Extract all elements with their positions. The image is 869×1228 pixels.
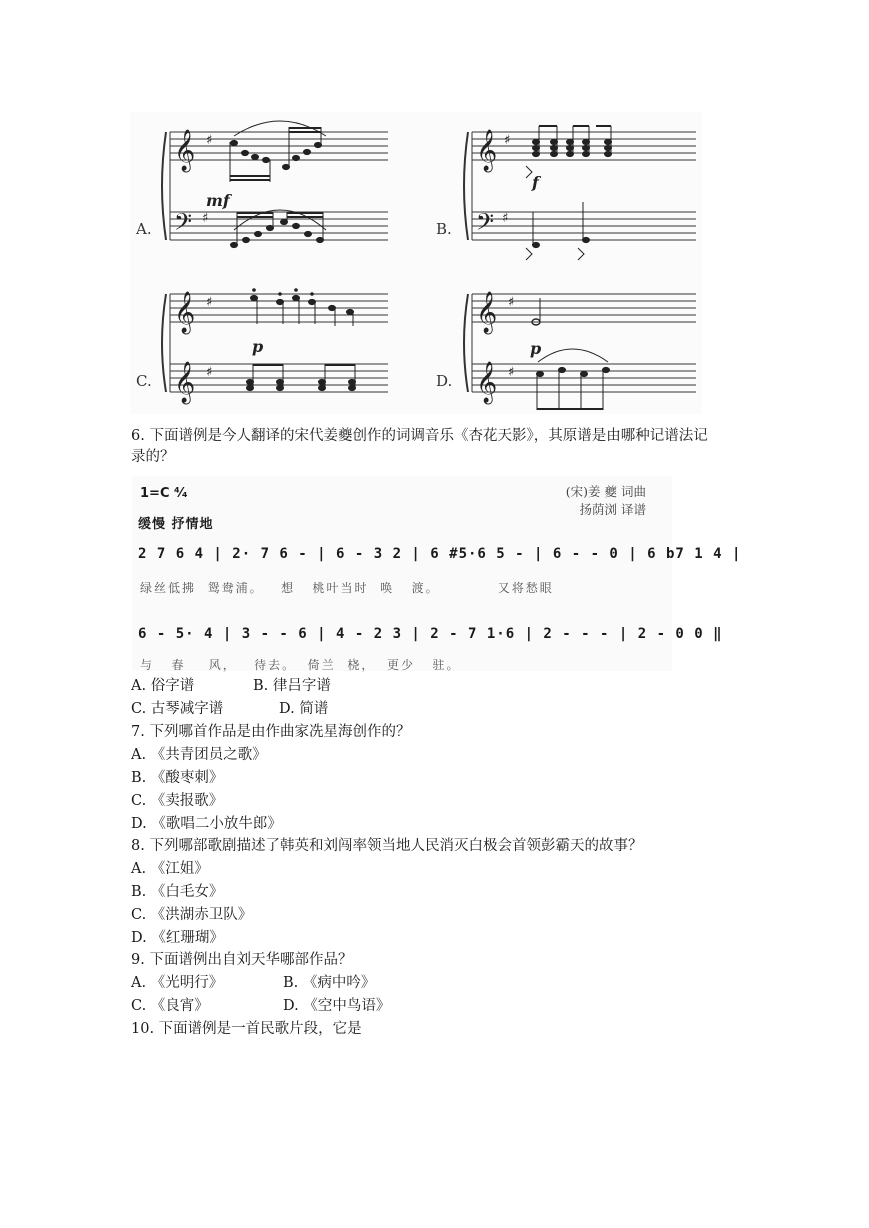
q6-option-c[interactable]: C. 古琴减字谱 bbox=[131, 701, 224, 717]
q8-option-c[interactable]: C. 《洪湖赤卫队》 bbox=[131, 907, 253, 923]
option-a-label: A. bbox=[136, 220, 152, 238]
svg-text:𝄞: 𝄞 bbox=[476, 362, 498, 403]
svg-text:♯: ♯ bbox=[504, 133, 511, 148]
dynamic-d: p bbox=[530, 339, 542, 358]
option-b-label: B. bbox=[436, 220, 452, 238]
q9-option-b[interactable]: B. 《病中吟》 bbox=[283, 975, 376, 991]
question-6-options-row1 bbox=[131, 676, 331, 696]
svg-text:𝄢: 𝄢 bbox=[476, 208, 495, 241]
svg-text:𝄞: 𝄞 bbox=[174, 362, 196, 403]
dynamic-b: f bbox=[532, 173, 539, 192]
svg-text:𝄞: 𝄞 bbox=[476, 130, 498, 171]
option-c-label: C. bbox=[136, 372, 152, 390]
question-6-options-row2 bbox=[131, 699, 328, 719]
svg-text:𝄢: 𝄢 bbox=[174, 208, 193, 241]
svg-text:𝄞: 𝄞 bbox=[174, 130, 196, 171]
svg-text:♯: ♯ bbox=[206, 295, 213, 310]
svg-text:♯: ♯ bbox=[508, 295, 515, 310]
dynamic-c: p bbox=[252, 337, 264, 356]
q7-option-b[interactable]: B. 《酸枣刺》 bbox=[131, 770, 224, 786]
question-9-text: 9. 下面谱例出自刘天华哪部作品？ bbox=[131, 952, 353, 968]
staff-a-treble bbox=[170, 132, 388, 160]
jianpu-score bbox=[132, 476, 742, 672]
jianpu-lyrics-row2: 与 春 风， 待去。 倚兰 桡， 更少 驻。 bbox=[140, 658, 461, 672]
staff-d-treble bbox=[472, 294, 696, 322]
q8-option-a[interactable]: A. 《江姐》 bbox=[131, 861, 209, 877]
question-9-options-row1 bbox=[131, 973, 375, 993]
jianpu-key: 1=C ⁴⁄₄ bbox=[140, 486, 188, 501]
q6-option-d[interactable]: D. 简谱 bbox=[279, 701, 329, 717]
svg-text:♯: ♯ bbox=[206, 133, 213, 148]
q7-option-c[interactable]: C. 《卖报歌》 bbox=[131, 793, 224, 809]
q8-option-b[interactable]: B. 《白毛女》 bbox=[131, 884, 224, 900]
svg-text:𝄞: 𝄞 bbox=[476, 292, 498, 333]
q9-option-c[interactable]: C. 《良宵》 bbox=[131, 998, 209, 1014]
question-7-text: 7. 下列哪首作品是由作曲家冼星海创作的？ bbox=[131, 724, 411, 740]
score-figure bbox=[130, 112, 702, 414]
jianpu-credit-translator: 扬荫浏 译谱 bbox=[579, 502, 646, 517]
notes-a bbox=[230, 121, 326, 248]
question-6-text-line1: 6. 下面谱例是今人翻译的宋代姜夔创作的词调音乐《杏花天影》，其原谱是由哪种记谱法记 bbox=[131, 428, 708, 444]
question-8-text: 8. 下列哪部歌剧描述了韩英和刘闯率领当地人民消灭白极会首领彭霸天的故事？ bbox=[131, 838, 643, 854]
jianpu-lyrics-row1: 绿丝低拂 鸳鸯浦。 想 桃叶当时 唤 渡。 又将愁眼 bbox=[140, 581, 554, 595]
jianpu-tempo: 缓慢 抒情地 bbox=[138, 517, 214, 532]
q7-option-a[interactable]: A. 《共青团员之歌》 bbox=[131, 747, 267, 763]
svg-text:♯: ♯ bbox=[206, 365, 213, 380]
q8-option-d[interactable]: D. 《红珊瑚》 bbox=[131, 930, 224, 946]
svg-text:♯: ♯ bbox=[508, 365, 515, 380]
q6-option-a[interactable]: A. 俗字谱 bbox=[131, 678, 195, 694]
staff-c-treble bbox=[170, 294, 388, 322]
dynamic-a: mf bbox=[206, 191, 230, 210]
q9-option-a[interactable]: A. 《光明行》 bbox=[131, 975, 224, 991]
svg-text:♯: ♯ bbox=[502, 211, 509, 226]
score-svg bbox=[130, 112, 702, 414]
q9-option-d[interactable]: D. 《空中鸟语》 bbox=[283, 998, 391, 1014]
question-10-text: 10. 下面谱例是一首民歌片段，它是 bbox=[131, 1021, 362, 1037]
svg-text:𝄞: 𝄞 bbox=[174, 292, 196, 333]
jianpu-notes-row2: 6 - 5· 4 | 3 - - 6 | 4 - 2 3 | 2 - 7 1·6 | 2 - - - | 2 - 0 0 ‖ bbox=[138, 626, 723, 642]
jianpu-notes-row1: 2 7 6 4 | 2· 7 6 - | 6 - 3 2 | 6 #5·6 5 - | 6 - - 0 | 6 b7 1 4 | bbox=[138, 546, 742, 562]
q6-option-b[interactable]: B. 律吕字谱 bbox=[253, 678, 331, 694]
q7-option-d[interactable]: D. 《歌唱二小放牛郎》 bbox=[131, 816, 282, 832]
svg-text:♯: ♯ bbox=[202, 211, 209, 226]
staff-d-lower bbox=[472, 364, 696, 392]
question-9-options-row2 bbox=[131, 996, 390, 1016]
jianpu-credit-composer: (宋)姜 夔 词曲 bbox=[565, 484, 646, 499]
option-d-label: D. bbox=[436, 372, 453, 390]
question-6-text-line2: 录的？ bbox=[131, 449, 175, 465]
